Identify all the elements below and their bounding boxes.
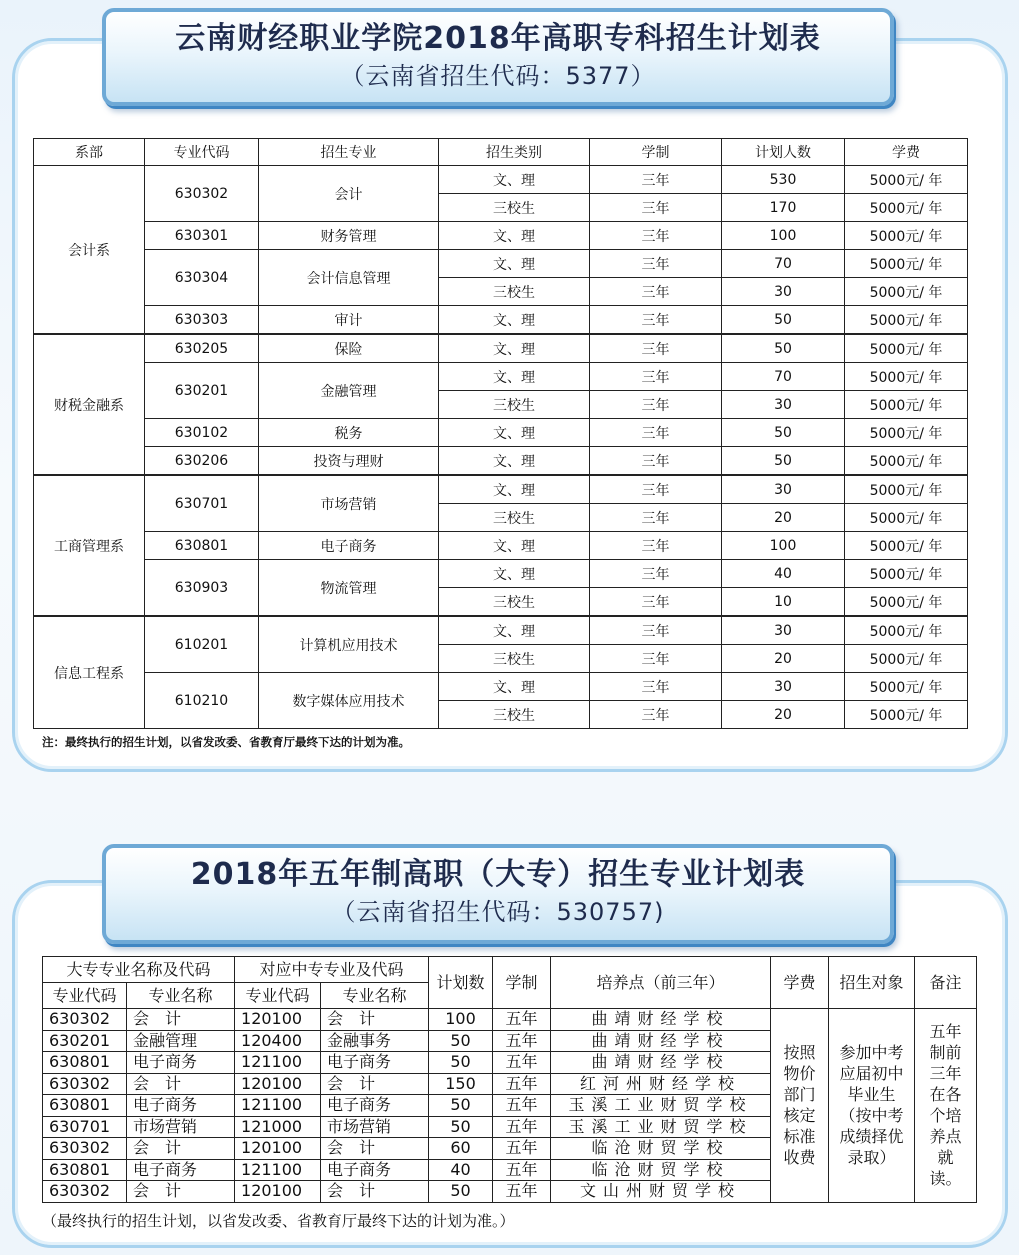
- table-row: [34, 673, 968, 701]
- major-code: 610201: [145, 616, 259, 673]
- quota-cell: 530: [722, 166, 845, 194]
- major-code: 630303: [145, 306, 259, 335]
- header-quota: 计划人数: [722, 139, 845, 166]
- section1-note: 注：最终执行的招生计划，以省发改委、省教育厅最终下达的计划为准。: [42, 735, 410, 749]
- secondary-name-cell: 会 计: [321, 1181, 429, 1203]
- college-code-cell: 630701: [43, 1116, 127, 1138]
- duration-cell: 三年: [590, 673, 722, 701]
- secondary-code-cell: 120400: [235, 1030, 321, 1052]
- college-name-cell: 市场营销: [127, 1116, 235, 1138]
- fee-cell: 5000元/ 年: [845, 391, 968, 419]
- header-site: 培养点（前三年）: [551, 957, 771, 1009]
- quota-cell: 30: [722, 278, 845, 306]
- category-cell: 文、理: [439, 475, 590, 504]
- five-year-header-row1: [43, 957, 977, 983]
- plan-cell: 50: [429, 1181, 493, 1203]
- category-cell: 文、理: [439, 306, 590, 335]
- category-cell: 三校生: [439, 645, 590, 673]
- secondary-code-cell: 121000: [235, 1116, 321, 1138]
- major-code: 610210: [145, 673, 259, 729]
- secondary-name-cell: 会 计: [321, 1073, 429, 1095]
- category-cell: 文、理: [439, 560, 590, 588]
- table-row: [34, 222, 968, 250]
- category-cell: 文、理: [439, 222, 590, 250]
- section2-subtitle: （云南省招生代码：530757): [331, 898, 665, 926]
- duration-cell: 三年: [590, 166, 722, 194]
- major-code: 630206: [145, 447, 259, 476]
- college-name-cell: 电子商务: [127, 1159, 235, 1181]
- college-code-cell: 630801: [43, 1052, 127, 1074]
- major-code: 630205: [145, 334, 259, 363]
- plan-cell: 100: [429, 1009, 493, 1031]
- header-plan: 计划数: [429, 957, 493, 1009]
- plan-cell: 150: [429, 1073, 493, 1095]
- fee-cell: 5000元/ 年: [845, 250, 968, 278]
- duration-cell: 三年: [590, 363, 722, 391]
- fee-cell: 5000元/ 年: [845, 447, 968, 476]
- major-name: 数字媒体应用技术: [259, 673, 439, 729]
- category-cell: 文、理: [439, 363, 590, 391]
- secondary-name-cell: 会 计: [321, 1138, 429, 1160]
- secondary-code-cell: 120100: [235, 1009, 321, 1031]
- duration-cell: 五年: [493, 1095, 551, 1117]
- secondary-name-cell: 电子商务: [321, 1159, 429, 1181]
- table-row: [34, 419, 968, 447]
- quota-cell: 100: [722, 222, 845, 250]
- major-code: 630801: [145, 532, 259, 560]
- header-department: 系部: [34, 139, 145, 166]
- table-row: [34, 334, 968, 363]
- site-cell: 曲靖财经学校: [551, 1052, 771, 1074]
- duration-cell: 三年: [590, 334, 722, 363]
- duration-cell: 三年: [590, 194, 722, 222]
- quota-cell: 30: [722, 391, 845, 419]
- quota-cell: 50: [722, 419, 845, 447]
- fee-cell: 5000元/ 年: [845, 532, 968, 560]
- fee-cell: 5000元/ 年: [845, 166, 968, 194]
- table-row: [34, 560, 968, 588]
- duration-cell: 三年: [590, 278, 722, 306]
- header-code: 专业代码: [145, 139, 259, 166]
- fee-cell: 5000元/ 年: [845, 194, 968, 222]
- quota-cell: 30: [722, 673, 845, 701]
- secondary-code-cell: 121100: [235, 1052, 321, 1074]
- subheader-secondary-code: 专业代码: [235, 983, 321, 1009]
- fee-cell: 5000元/ 年: [845, 588, 968, 617]
- major-name: 物流管理: [259, 560, 439, 617]
- category-cell: 文、理: [439, 166, 590, 194]
- fee-cell: 5000元/ 年: [845, 278, 968, 306]
- header-fee: 学费: [771, 957, 829, 1009]
- duration-cell: 三年: [590, 532, 722, 560]
- major-name: 财务管理: [259, 222, 439, 250]
- category-cell: 文、理: [439, 419, 590, 447]
- quota-cell: 10: [722, 588, 845, 617]
- duration-cell: 五年: [493, 1009, 551, 1031]
- header-secondary-major: 对应中专专业及代码: [235, 957, 429, 983]
- duration-cell: 三年: [590, 504, 722, 532]
- header-category: 招生类别: [439, 139, 590, 166]
- site-cell: 红河州财经学校: [551, 1073, 771, 1095]
- major-name: 税务: [259, 419, 439, 447]
- major-code: 630302: [145, 166, 259, 222]
- duration-cell: 三年: [590, 616, 722, 645]
- major-code: 630701: [145, 475, 259, 532]
- site-cell: 临沧财贸学校: [551, 1138, 771, 1160]
- quota-cell: 50: [722, 447, 845, 476]
- duration-cell: 五年: [493, 1138, 551, 1160]
- college-name-cell: 会 计: [127, 1073, 235, 1095]
- section2-title: 2018年五年制高职（大专）招生专业计划表: [190, 857, 806, 892]
- target-cell: 参加中考应届初中毕业生（按中考成绩择优录取）: [829, 1009, 915, 1203]
- fee-cell: 5000元/ 年: [845, 222, 968, 250]
- table-row: [34, 306, 968, 335]
- category-cell: 三校生: [439, 194, 590, 222]
- major-name: 保险: [259, 334, 439, 363]
- table-row: [34, 616, 968, 645]
- quota-cell: 20: [722, 701, 845, 729]
- major-name: 审计: [259, 306, 439, 335]
- major-code: 630102: [145, 419, 259, 447]
- category-cell: 三校生: [439, 588, 590, 617]
- table-row: [43, 1009, 977, 1031]
- quota-cell: 70: [722, 250, 845, 278]
- category-cell: 文、理: [439, 334, 590, 363]
- secondary-name-cell: 电子商务: [321, 1095, 429, 1117]
- college-code-cell: 630801: [43, 1095, 127, 1117]
- plan-cell: 50: [429, 1030, 493, 1052]
- banner-section1: [102, 8, 894, 106]
- secondary-code-cell: 120100: [235, 1181, 321, 1203]
- department-name: 会计系: [34, 166, 145, 335]
- plan-table: [33, 138, 968, 729]
- college-code-cell: 630201: [43, 1030, 127, 1052]
- college-code-cell: 630302: [43, 1009, 127, 1031]
- quota-cell: 100: [722, 532, 845, 560]
- table-row: [34, 447, 968, 476]
- category-cell: 文、理: [439, 673, 590, 701]
- duration-cell: 五年: [493, 1116, 551, 1138]
- site-cell: 曲靖财经学校: [551, 1009, 771, 1031]
- college-code-cell: 630302: [43, 1138, 127, 1160]
- duration-cell: 五年: [493, 1181, 551, 1203]
- fee-cell: 5000元/ 年: [845, 560, 968, 588]
- secondary-name-cell: 市场营销: [321, 1116, 429, 1138]
- plan-cell: 50: [429, 1052, 493, 1074]
- duration-cell: 三年: [590, 447, 722, 476]
- section1-subtitle: （云南省招生代码：5377）: [340, 62, 656, 90]
- site-cell: 玉溪工业财贸学校: [551, 1095, 771, 1117]
- fee-cell: 5000元/ 年: [845, 419, 968, 447]
- college-code-cell: 630801: [43, 1159, 127, 1181]
- quota-cell: 70: [722, 363, 845, 391]
- table-row: [34, 363, 968, 391]
- quota-cell: 50: [722, 306, 845, 335]
- secondary-name-cell: 会 计: [321, 1009, 429, 1031]
- header-fee: 学费: [845, 139, 968, 166]
- secondary-code-cell: 121100: [235, 1159, 321, 1181]
- fee-cell: 5000元/ 年: [845, 306, 968, 335]
- header-remark: 备注: [915, 957, 977, 1009]
- duration-cell: 五年: [493, 1159, 551, 1181]
- fee-cell: 按照物价部门核定标准收费: [771, 1009, 829, 1203]
- major-code: 630201: [145, 363, 259, 419]
- major-name: 电子商务: [259, 532, 439, 560]
- plan-table-header: [34, 139, 968, 166]
- plan-cell: 50: [429, 1116, 493, 1138]
- major-code: 630304: [145, 250, 259, 306]
- table-row: [34, 475, 968, 504]
- college-name-cell: 电子商务: [127, 1052, 235, 1074]
- fee-cell: 5000元/ 年: [845, 504, 968, 532]
- plan-table-body: [34, 166, 968, 729]
- category-cell: 三校生: [439, 278, 590, 306]
- duration-cell: 三年: [590, 701, 722, 729]
- duration-cell: 三年: [590, 222, 722, 250]
- college-name-cell: 会 计: [127, 1009, 235, 1031]
- category-cell: 文、理: [439, 447, 590, 476]
- major-name: 会计信息管理: [259, 250, 439, 306]
- secondary-name-cell: 金融事务: [321, 1030, 429, 1052]
- table-row: [34, 250, 968, 278]
- duration-cell: 三年: [590, 588, 722, 617]
- fee-cell: 5000元/ 年: [845, 673, 968, 701]
- major-name: 投资与理财: [259, 447, 439, 476]
- category-cell: 文、理: [439, 532, 590, 560]
- department-name: 财税金融系: [34, 334, 145, 475]
- site-cell: 曲靖财经学校: [551, 1030, 771, 1052]
- secondary-name-cell: 电子商务: [321, 1052, 429, 1074]
- section1-title: 云南财经职业学院2018年高职专科招生计划表: [175, 21, 821, 56]
- major-name: 市场营销: [259, 475, 439, 532]
- duration-cell: 三年: [590, 475, 722, 504]
- five-year-table-body: [43, 1009, 977, 1203]
- category-cell: 文、理: [439, 616, 590, 645]
- fee-cell: 5000元/ 年: [845, 701, 968, 729]
- duration-cell: 三年: [590, 306, 722, 335]
- college-name-cell: 金融管理: [127, 1030, 235, 1052]
- college-name-cell: 会 计: [127, 1181, 235, 1203]
- fee-cell: 5000元/ 年: [845, 334, 968, 363]
- site-cell: 临沧财贸学校: [551, 1159, 771, 1181]
- category-cell: 三校生: [439, 504, 590, 532]
- major-name: 金融管理: [259, 363, 439, 419]
- quota-cell: 170: [722, 194, 845, 222]
- department-name: 工商管理系: [34, 475, 145, 616]
- college-name-cell: 电子商务: [127, 1095, 235, 1117]
- quota-cell: 50: [722, 334, 845, 363]
- table-row: [34, 532, 968, 560]
- remark-cell: 五年制前三年在各个培养点就读。: [915, 1009, 977, 1203]
- site-cell: 玉溪工业财贸学校: [551, 1116, 771, 1138]
- department-name: 信息工程系: [34, 616, 145, 729]
- secondary-code-cell: 120100: [235, 1138, 321, 1160]
- quota-cell: 20: [722, 504, 845, 532]
- quota-cell: 30: [722, 616, 845, 645]
- site-cell: 文山州财贸学校: [551, 1181, 771, 1203]
- college-code-cell: 630302: [43, 1181, 127, 1203]
- fee-cell: 5000元/ 年: [845, 475, 968, 504]
- header-target: 招生对象: [829, 957, 915, 1009]
- quota-cell: 30: [722, 475, 845, 504]
- fee-cell: 5000元/ 年: [845, 616, 968, 645]
- category-cell: 三校生: [439, 701, 590, 729]
- duration-cell: 三年: [590, 645, 722, 673]
- header-duration: 学制: [590, 139, 722, 166]
- quota-cell: 20: [722, 645, 845, 673]
- table-row: [34, 166, 968, 194]
- banner-section2: [102, 844, 894, 944]
- duration-cell: 三年: [590, 391, 722, 419]
- fee-cell: 5000元/ 年: [845, 363, 968, 391]
- college-code-cell: 630302: [43, 1073, 127, 1095]
- duration-cell: 三年: [590, 419, 722, 447]
- plan-cell: 40: [429, 1159, 493, 1181]
- subheader-college-name: 专业名称: [127, 983, 235, 1009]
- major-name: 会计: [259, 166, 439, 222]
- major-code: 630301: [145, 222, 259, 250]
- duration-cell: 五年: [493, 1073, 551, 1095]
- plan-cell: 60: [429, 1138, 493, 1160]
- five-year-table: [42, 956, 977, 1203]
- subheader-college-code: 专业代码: [43, 983, 127, 1009]
- college-name-cell: 会 计: [127, 1138, 235, 1160]
- duration-cell: 五年: [493, 1030, 551, 1052]
- section2-note: （最终执行的招生计划，以省发改委、省教育厅最终下达的计划为准。）: [42, 1212, 515, 1230]
- major-name: 计算机应用技术: [259, 616, 439, 673]
- subheader-secondary-name: 专业名称: [321, 983, 429, 1009]
- plan-cell: 50: [429, 1095, 493, 1117]
- header-major: 招生专业: [259, 139, 439, 166]
- header-duration: 学制: [493, 957, 551, 1009]
- major-code: 630903: [145, 560, 259, 617]
- duration-cell: 五年: [493, 1052, 551, 1074]
- duration-cell: 三年: [590, 250, 722, 278]
- fee-cell: 5000元/ 年: [845, 645, 968, 673]
- duration-cell: 三年: [590, 560, 722, 588]
- category-cell: 三校生: [439, 391, 590, 419]
- secondary-code-cell: 120100: [235, 1073, 321, 1095]
- header-college-major: 大专专业名称及代码: [43, 957, 235, 983]
- secondary-code-cell: 121100: [235, 1095, 321, 1117]
- category-cell: 文、理: [439, 250, 590, 278]
- quota-cell: 40: [722, 560, 845, 588]
